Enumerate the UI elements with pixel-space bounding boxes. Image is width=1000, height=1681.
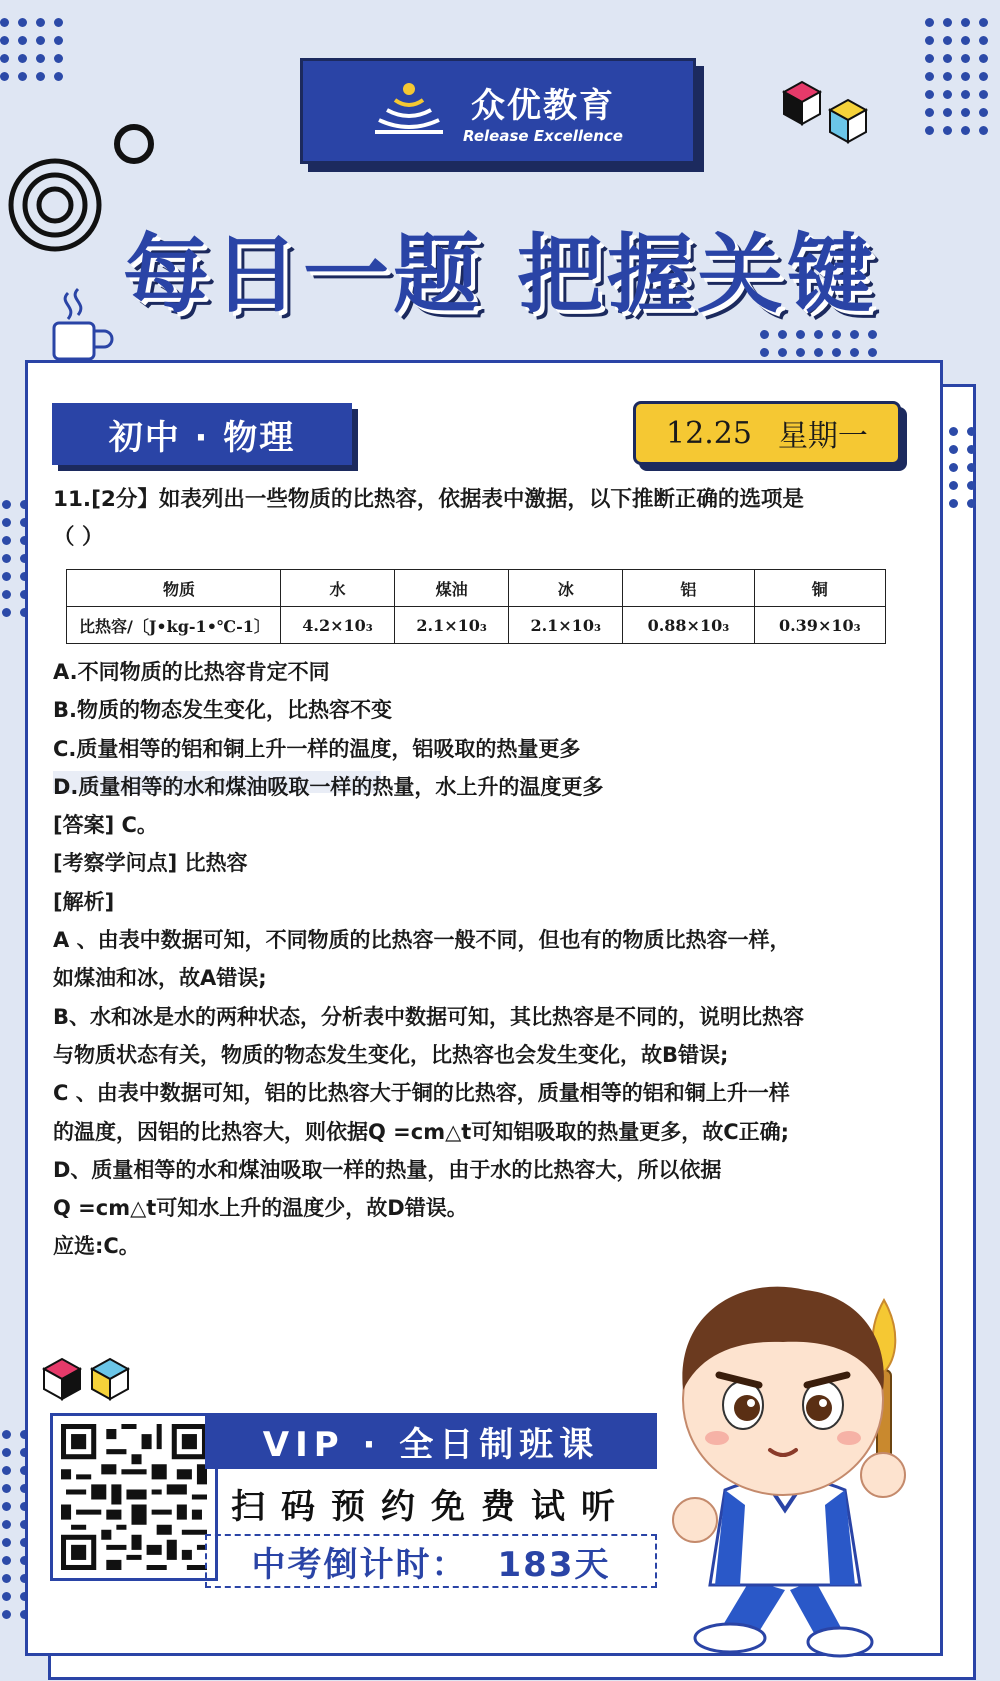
vip-banner: VIP · 全日制班课	[205, 1413, 657, 1469]
analysis-line: B、水和冰是水的两种状态，分析表中数据可知，其比热容是不同的，说明比热容	[53, 1004, 805, 1029]
analysis-line: 如煤油和冰，故A错误;	[53, 966, 267, 991]
table-row	[67, 607, 886, 644]
dot-pattern-topright	[925, 18, 988, 135]
topic-line: [考察学问点] 比热容	[53, 851, 248, 876]
ring-icon	[110, 120, 160, 170]
question-text	[53, 481, 913, 557]
specific-heat-table	[66, 569, 886, 644]
table-cell: 铝	[623, 570, 754, 607]
date-badge	[633, 401, 901, 465]
analysis-line: 应选:C。	[53, 1234, 140, 1259]
option-d: D.质量相等的水和煤油吸取一样的热量，水上升的温度更多	[53, 774, 604, 799]
table-cell: 4.2×10₃	[281, 607, 395, 644]
analysis-title: [解析]	[53, 889, 115, 914]
dot-pattern-topleft	[0, 18, 63, 81]
mascot-boy-illustration	[655, 1280, 975, 1675]
table-cell: 冰	[509, 570, 623, 607]
table-cell: 物质	[67, 570, 281, 607]
qr-code-icon	[61, 1424, 207, 1570]
option-a: A.不同物质的比热容肯定不同	[53, 660, 330, 684]
cubes-icon	[42, 1355, 142, 1405]
qr-code	[50, 1413, 218, 1581]
subject-label: 初中 · 物理	[52, 403, 352, 465]
table-cell: 铜	[754, 570, 885, 607]
analysis-line: 与物质状态有关，物质的物态发生变化，比热容也会发生变化，故B错误;	[53, 1042, 729, 1067]
table-cell: 2.1×10₃	[395, 607, 509, 644]
cubes-icon	[780, 78, 880, 153]
question-line-2: （ ）	[53, 525, 104, 550]
countdown-label: 中考倒计时：	[251, 1544, 468, 1585]
table-cell: 0.88×10₃	[623, 607, 754, 644]
countdown-value: 183天	[497, 1544, 611, 1585]
dot-pattern-mid-right	[760, 330, 877, 357]
headline: 每日一题 把握关键	[123, 225, 877, 325]
brand-name: 众优教育	[471, 85, 615, 126]
brand-mark-icon	[373, 80, 445, 142]
table-cell: 水	[281, 570, 395, 607]
analysis-line: C 、由表中数据可知，铝的比热容大于铜的比热容，质量相等的铝和铜上升一样	[53, 1081, 790, 1106]
table-cell: 煤油	[395, 570, 509, 607]
exam-countdown	[205, 1534, 657, 1588]
table-cell: 比热容/〔J•kg-1•℃-1〕	[67, 607, 281, 644]
analysis-line: Q =cm△t可知水上升的温度少，故D错误。	[53, 1196, 468, 1221]
brand-slogan: Release Excellence	[463, 126, 623, 145]
date-day: 12.25	[666, 415, 752, 451]
analysis-line: A 、由表中数据可知，不同物质的比热容一般不同，但也有的物质比热容一样，	[53, 928, 791, 953]
question-line-1: 11.[2分】如表列出一些物质的比热容，依据表中激据，以下推断正确的选项是	[53, 487, 804, 512]
option-c: C.质量相等的铝和铜上升一样的温度，铝吸取的热量更多	[53, 736, 581, 761]
table-cell: 2.1×10₃	[509, 607, 623, 644]
table-header-row	[67, 570, 886, 607]
answer-body	[53, 653, 913, 1266]
analysis-line: D、质量相等的水和煤油吸取一样的热量，由于水的比热容大，所以依据	[53, 1157, 722, 1182]
brand-logo	[300, 58, 696, 164]
analysis-line: 的温度，因铝的比热容大，则依据Q =cm△t可知铝吸取的热量更多，故C正确;	[53, 1119, 790, 1144]
scan-to-book-text: 扫码预约免费试听	[231, 1486, 631, 1527]
option-b: B.物质的物态发生变化，比热容不变	[53, 698, 392, 723]
date-weekday: 星期一	[777, 419, 868, 454]
table-cell: 0.39×10₃	[754, 607, 885, 644]
answer-line: [答案] C。	[53, 813, 158, 838]
